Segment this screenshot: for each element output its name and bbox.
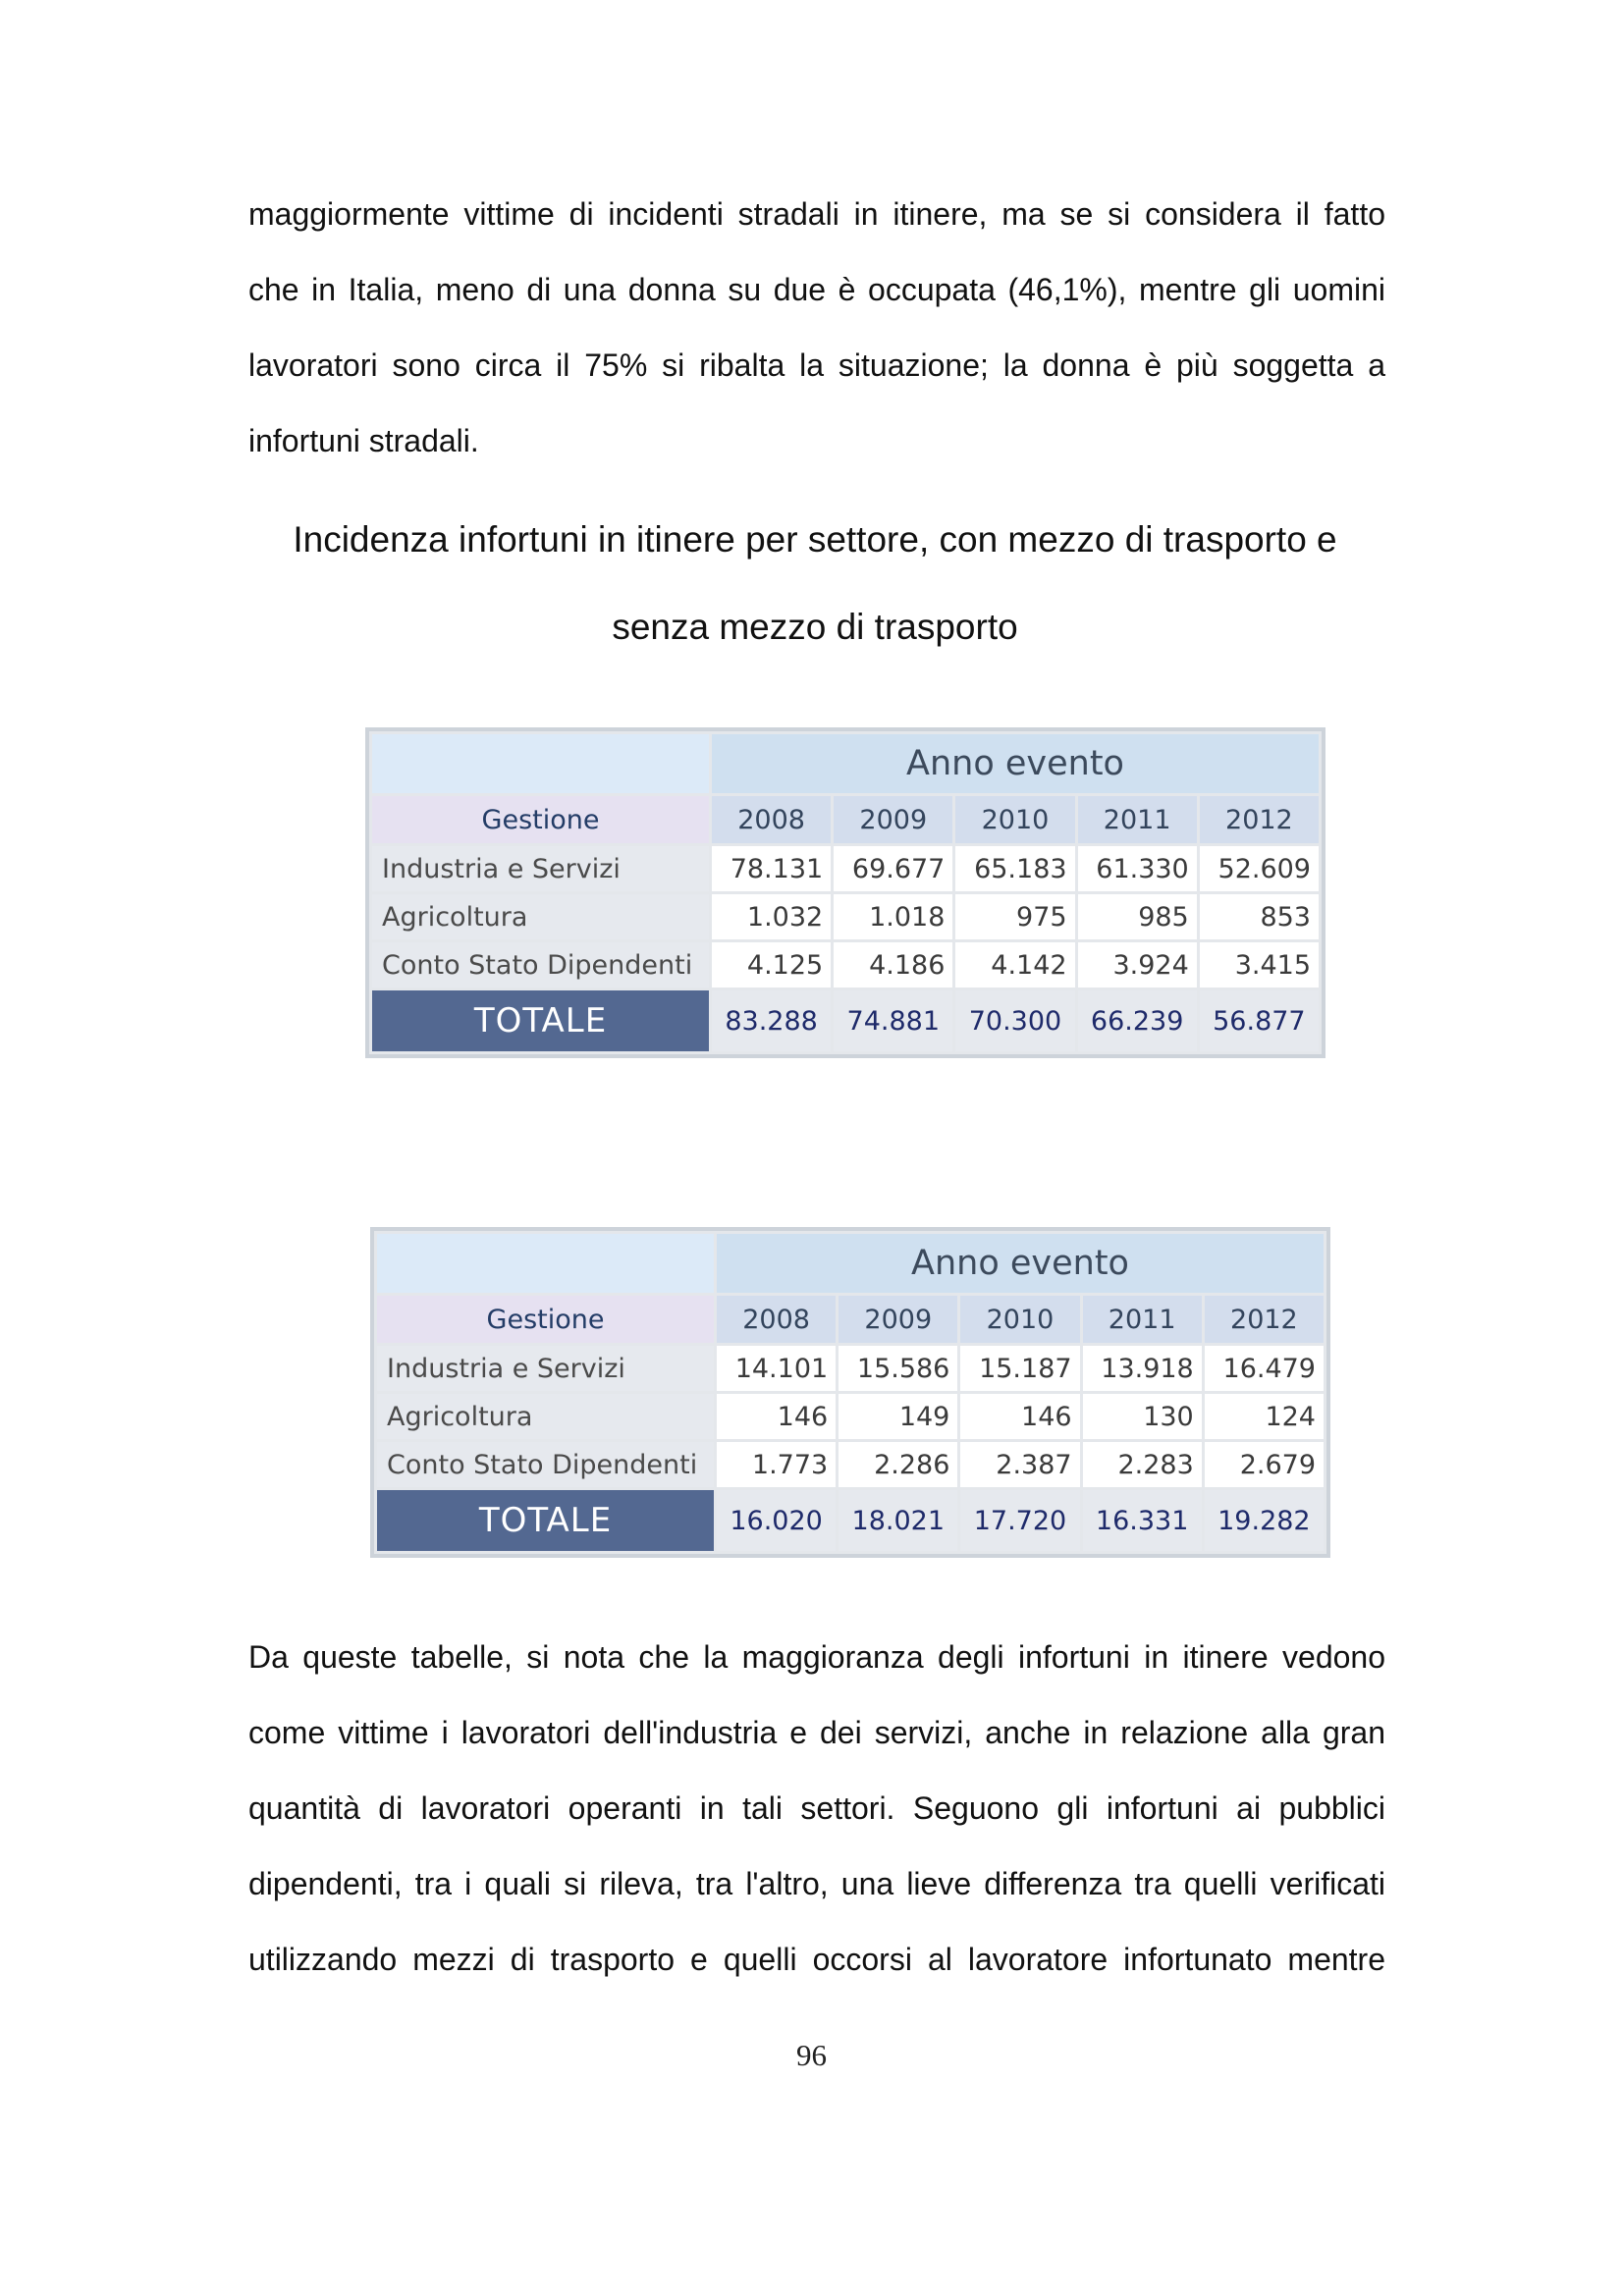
table-with-transport — [365, 727, 1325, 1058]
stats-table — [374, 1231, 1326, 1554]
value-cell: 4.186 — [834, 942, 952, 988]
text-line: maggiormente vittime di incidenti stradali in itinere, ma se si considera il fatto — [248, 196, 1385, 232]
row-label: Industria e Servizi — [377, 1346, 714, 1391]
year-header: 2010 — [955, 796, 1074, 843]
value-cell: 149 — [839, 1394, 957, 1439]
value-cell: 65.183 — [955, 846, 1074, 891]
table-year-row — [372, 796, 1319, 843]
value-cell: 1.032 — [712, 894, 831, 939]
row-label: Conto Stato Dipendenti — [377, 1442, 714, 1487]
total-value: 17.720 — [960, 1490, 1079, 1551]
total-value: 16.331 — [1083, 1490, 1202, 1551]
year-header: 2011 — [1078, 796, 1197, 843]
year-header: 2008 — [717, 1296, 836, 1343]
text-line: lavoratori sono circa il 75% si ribalta la situazione; la donna è più soggetta a — [248, 347, 1385, 383]
value-cell: 16.479 — [1205, 1346, 1324, 1391]
value-cell: 4.142 — [955, 942, 1074, 988]
row-label: Industria e Servizi — [372, 846, 709, 891]
section-heading — [196, 496, 1434, 670]
total-value: 56.877 — [1200, 990, 1319, 1051]
total-value: 74.881 — [834, 990, 952, 1051]
value-cell: 853 — [1200, 894, 1319, 939]
year-header: 2012 — [1200, 796, 1319, 843]
value-cell: 61.330 — [1078, 846, 1197, 891]
page-number: 96 — [796, 2038, 827, 2072]
table-without-transport — [370, 1227, 1330, 1558]
table-total-row — [377, 1490, 1324, 1551]
row-label: Conto Stato Dipendenti — [372, 942, 709, 988]
value-cell: 1.018 — [834, 894, 952, 939]
row-header: Gestione — [372, 796, 709, 843]
year-header: 2011 — [1083, 1296, 1202, 1343]
value-cell: 3.415 — [1200, 942, 1319, 988]
table-row — [372, 894, 1319, 939]
year-header: 2010 — [960, 1296, 1079, 1343]
value-cell: 4.125 — [712, 942, 831, 988]
value-cell: 52.609 — [1200, 846, 1319, 891]
row-label: Agricoltura — [372, 894, 709, 939]
value-cell: 146 — [717, 1394, 836, 1439]
total-value: 83.288 — [712, 990, 831, 1051]
value-cell: 3.924 — [1078, 942, 1197, 988]
row-label: Agricoltura — [377, 1394, 714, 1439]
heading-line: senza mezzo di trasporto — [612, 607, 1018, 647]
text-line: dipendenti, tra i quali si rileva, tra l'altro, una lieve differenza tra quelli verificati — [248, 1866, 1385, 1901]
total-value: 16.020 — [717, 1490, 836, 1551]
table-row — [372, 846, 1319, 891]
value-cell: 69.677 — [834, 846, 952, 891]
value-cell: 13.918 — [1083, 1346, 1202, 1391]
value-cell: 2.387 — [960, 1442, 1079, 1487]
value-cell: 14.101 — [717, 1346, 836, 1391]
value-cell: 15.187 — [960, 1346, 1079, 1391]
total-value: 70.300 — [955, 990, 1074, 1051]
table-year-row — [377, 1296, 1324, 1343]
value-cell: 1.773 — [717, 1442, 836, 1487]
table-row — [377, 1442, 1324, 1487]
total-value: 19.282 — [1205, 1490, 1324, 1551]
blank-cell — [377, 1234, 714, 1293]
value-cell: 78.131 — [712, 846, 831, 891]
value-cell: 2.283 — [1083, 1442, 1202, 1487]
total-label: TOTALE — [377, 1490, 714, 1551]
total-value: 18.021 — [839, 1490, 957, 1551]
text-line: Da queste tabelle, si nota che la maggioranza degli infortuni in itinere vedono — [248, 1639, 1385, 1675]
value-cell: 2.679 — [1205, 1442, 1324, 1487]
table-row — [377, 1346, 1324, 1391]
text-line: quantità di lavoratori operanti in tali settori. Seguono gli infortuni ai pubblici — [248, 1790, 1385, 1826]
table-row — [377, 1394, 1324, 1439]
paragraph-bottom — [248, 1620, 1385, 1998]
table-header-row — [377, 1234, 1324, 1293]
value-cell: 985 — [1078, 894, 1197, 939]
year-header: 2012 — [1205, 1296, 1324, 1343]
group-header: Anno evento — [712, 734, 1319, 793]
value-cell: 15.586 — [839, 1346, 957, 1391]
total-value: 66.239 — [1078, 990, 1197, 1051]
value-cell: 130 — [1083, 1394, 1202, 1439]
table-row — [372, 942, 1319, 988]
year-header: 2009 — [834, 796, 952, 843]
year-header: 2009 — [839, 1296, 957, 1343]
table-header-row — [372, 734, 1319, 793]
value-cell: 146 — [960, 1394, 1079, 1439]
value-cell: 124 — [1205, 1394, 1324, 1439]
value-cell: 975 — [955, 894, 1074, 939]
paragraph-top — [248, 177, 1385, 479]
value-cell: 2.286 — [839, 1442, 957, 1487]
heading-line: Incidenza infortuni in itinere per settore, con mezzo di trasporto e — [293, 519, 1337, 560]
year-header: 2008 — [712, 796, 831, 843]
row-header: Gestione — [377, 1296, 714, 1343]
table-total-row — [372, 990, 1319, 1051]
text-line: come vittime i lavoratori dell'industria e dei servizi, anche in relazione alla gran — [248, 1715, 1385, 1750]
stats-table — [369, 731, 1322, 1054]
group-header: Anno evento — [717, 1234, 1324, 1293]
total-label: TOTALE — [372, 990, 709, 1051]
blank-cell — [372, 734, 709, 793]
text-line: che in Italia, meno di una donna su due è occupata (46,1%), mentre gli uomini — [248, 272, 1385, 307]
text-line: utilizzando mezzi di trasporto e quelli occorsi al lavoratore infortunato mentre — [248, 1942, 1385, 1977]
text-line: infortuni stradali. — [248, 423, 479, 458]
